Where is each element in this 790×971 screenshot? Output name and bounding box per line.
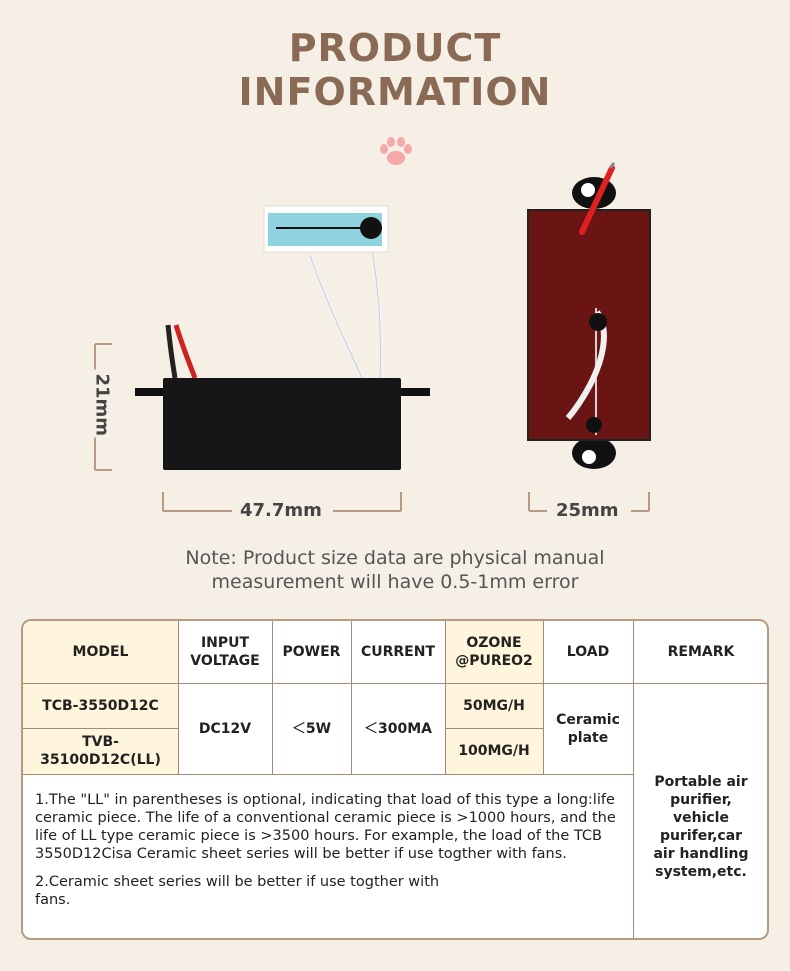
width-label: 25mm — [552, 500, 623, 521]
spec-table — [21, 619, 769, 940]
load-value-line1: Ceramic — [556, 711, 620, 728]
remark-value — [633, 683, 769, 940]
remark-line: purifer,car — [659, 827, 743, 844]
note-paragraph-1: 1.The "LL" in parentheses is optional, indicating that load of this type a long:life ceramic piece. The life of a conventional ceramic piece is >1000 hours, and the life of LL type ceramic piece is >3500 hours. For example, the load of the TCB 3550D12Cisa Ceramic sheet series will be better if use togther with fans. — [35, 792, 616, 862]
note-line2: measurement will have 0.5-1mm error — [211, 571, 579, 593]
table-row-1-model: TCB-3550D12C — [23, 683, 178, 728]
header-ozone-line1: OZONE — [466, 635, 522, 651]
note-paragraph-2: 2.Ceramic sheet series will be better if use togther with fans. — [35, 874, 440, 908]
header-model: MODEL — [23, 621, 178, 683]
header-remark: REMARK — [667, 644, 735, 660]
remark-line: purifier, — [670, 791, 732, 808]
page-title-line1: PRODUCT — [288, 26, 502, 70]
page-title-line2: INFORMATION — [238, 70, 552, 114]
remark-line: system,etc. — [655, 863, 747, 880]
header-input-voltage — [178, 621, 272, 683]
current-value: ＜300MA — [364, 720, 432, 737]
header-input-voltage-line1: INPUT — [200, 635, 250, 651]
header-ozone-line2: @PUREO2 — [455, 653, 533, 669]
remark-line: vehicle — [673, 809, 729, 826]
table-notes — [35, 791, 625, 919]
module-top-view — [528, 163, 650, 469]
note-line1: Note: Product size data are physical manual — [185, 547, 605, 569]
header-input-voltage-line2: VOLTAGE — [190, 653, 260, 669]
remark-line: air handling — [653, 845, 749, 862]
load-value — [543, 683, 633, 774]
height-label: 21mm — [92, 370, 113, 438]
header-ozone — [445, 621, 543, 683]
table-row-1-ozone: 50MG/H — [445, 683, 543, 728]
length-label: 47.7mm — [236, 500, 326, 521]
header-current: CURRENT — [360, 644, 436, 660]
header-power: POWER — [282, 644, 341, 660]
header-load: LOAD — [566, 644, 610, 660]
load-value-line2: plate — [567, 729, 609, 746]
remark-line: Portable air — [654, 773, 748, 790]
module-side-view — [135, 206, 430, 470]
table-row-2-ozone: 100MG/H — [445, 728, 543, 774]
input-voltage-value: DC12V — [198, 720, 252, 737]
table-row-2-model: TVB-35100D12C(LL) — [23, 728, 178, 774]
power-value: ＜5W — [291, 720, 332, 737]
